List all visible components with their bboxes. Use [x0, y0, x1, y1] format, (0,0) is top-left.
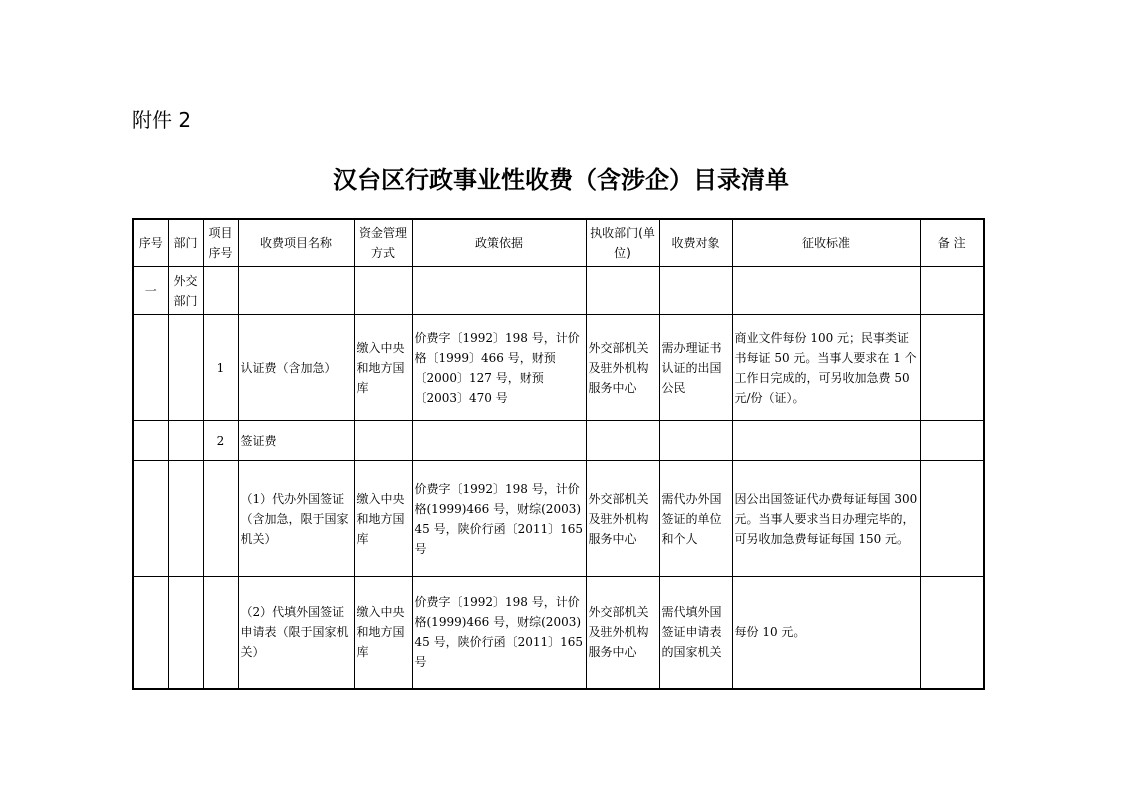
cell-remark [920, 577, 984, 689]
header-standard: 征收标准 [732, 219, 920, 267]
cell-standard: 商业文件每份 100 元；民事类证书每证 50 元。当事人要求在 1 个工作日完成的，可另收加急费 50 元/份（证）。 [732, 315, 920, 421]
header-name: 收费项目名称 [238, 219, 354, 267]
cell-dept [168, 315, 203, 421]
cell-policy: 价费字〔1992〕198 号，计价格(1999)466 号，财综(2003) 45 号，陕价行函〔2011〕165 号 [412, 461, 586, 577]
cell-remark [920, 421, 984, 461]
cell-name [238, 267, 354, 315]
cell-executor: 外交部机关及驻外机构服务中心 [586, 461, 659, 577]
header-row [133, 219, 984, 267]
cell-name: （1）代办外国签证（含加急，限于国家机关） [238, 461, 354, 577]
cell-standard: 每份 10 元。 [732, 577, 920, 689]
cell-dept [168, 421, 203, 461]
cell-executor [586, 267, 659, 315]
cell-dept: 外交部门 [168, 267, 203, 315]
header-fund-mgmt: 资金管理方式 [354, 219, 412, 267]
table-row [133, 421, 984, 461]
cell-target: 需代填外国签证申请表的国家机关 [659, 577, 732, 689]
cell-seq [133, 315, 168, 421]
header-seq: 序号 [133, 219, 168, 267]
cell-name: 签证费 [238, 421, 354, 461]
attachment-label: 附件 2 [132, 108, 192, 132]
cell-item-seq: 2 [203, 421, 238, 461]
header-executor: 执收部门(单位) [586, 219, 659, 267]
table-row [133, 461, 984, 577]
cell-name: （2）代填外国签证申请表（限于国家机关） [238, 577, 354, 689]
table-row [133, 267, 984, 315]
cell-target [659, 421, 732, 461]
cell-executor: 外交部机关及驻外机构服务中心 [586, 315, 659, 421]
cell-policy: 价费字〔1992〕198 号，计价格〔1999〕466 号，财预〔2000〕127 号，财预〔2003〕470 号 [412, 315, 586, 421]
table-row [133, 577, 984, 689]
cell-remark [920, 461, 984, 577]
cell-seq [133, 577, 168, 689]
cell-dept [168, 461, 203, 577]
cell-policy: 价费字〔1992〕198 号，计价格(1999)466 号，财综(2003) 45 号，陕价行函〔2011〕165 号 [412, 577, 586, 689]
cell-item-seq [203, 267, 238, 315]
cell-remark [920, 267, 984, 315]
cell-target: 需代办外国签证的单位和个人 [659, 461, 732, 577]
fee-catalog-table [132, 218, 985, 690]
document-title: 汉台区行政事业性收费（含涉企）目录清单 [333, 165, 789, 194]
cell-item-seq: 1 [203, 315, 238, 421]
header-remark: 备 注 [920, 219, 984, 267]
cell-fund-mgmt: 缴入中央和地方国库 [354, 577, 412, 689]
cell-fund-mgmt [354, 267, 412, 315]
cell-target: 需办理证书认证的出国公民 [659, 315, 732, 421]
cell-policy [412, 421, 586, 461]
cell-fund-mgmt: 缴入中央和地方国库 [354, 315, 412, 421]
cell-standard [732, 267, 920, 315]
header-target: 收费对象 [659, 219, 732, 267]
cell-remark [920, 315, 984, 421]
cell-executor [586, 421, 659, 461]
cell-item-seq [203, 461, 238, 577]
cell-target [659, 267, 732, 315]
cell-seq [133, 461, 168, 577]
table-row [133, 315, 984, 421]
cell-dept [168, 577, 203, 689]
header-policy: 政策依据 [412, 219, 586, 267]
cell-seq: 一 [133, 267, 168, 315]
cell-item-seq [203, 577, 238, 689]
header-item-seq: 项目序号 [203, 219, 238, 267]
cell-policy [412, 267, 586, 315]
cell-standard: 因公出国签证代办费每证每国 300 元。当事人要求当日办理完毕的，可另收加急费每证每国 150 元。 [732, 461, 920, 577]
cell-standard [732, 421, 920, 461]
header-dept: 部门 [168, 219, 203, 267]
cell-executor: 外交部机关及驻外机构服务中心 [586, 577, 659, 689]
cell-fund-mgmt [354, 421, 412, 461]
cell-seq [133, 421, 168, 461]
cell-fund-mgmt: 缴入中央和地方国库 [354, 461, 412, 577]
cell-name: 认证费（含加急） [238, 315, 354, 421]
